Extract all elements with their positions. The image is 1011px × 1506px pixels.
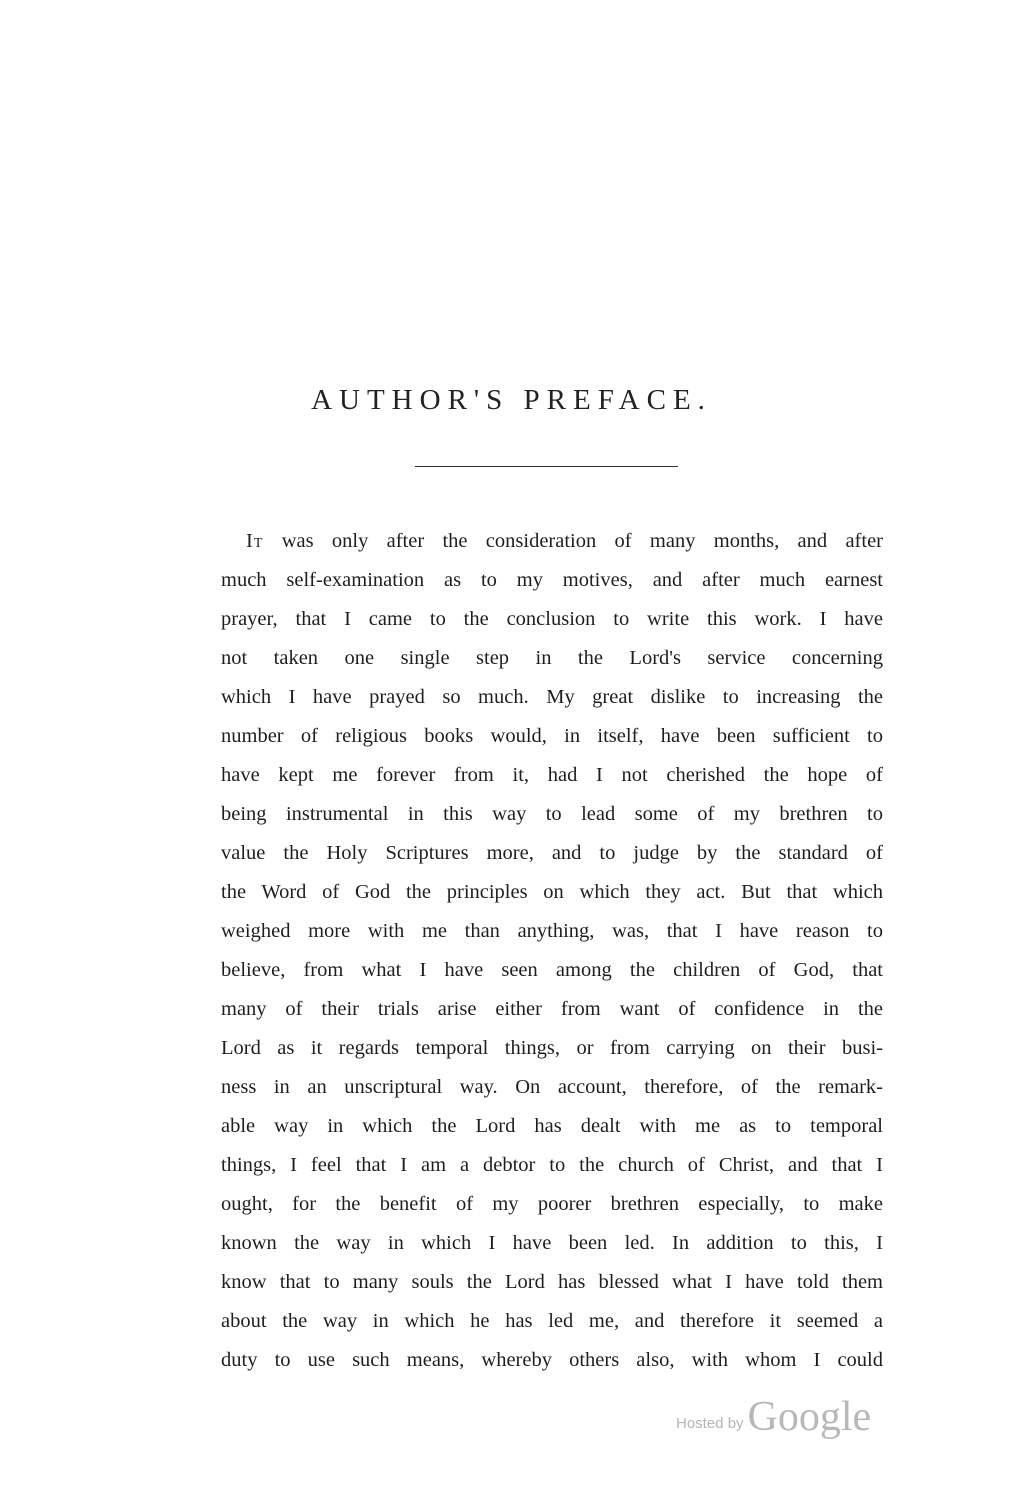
google-logo: Google <box>747 1394 872 1440</box>
hosted-by-label: Hosted by <box>676 1415 744 1432</box>
text-line: value the Holy Scriptures more, and to judge by the standard of <box>221 842 883 864</box>
text-line: know that to many souls the Lord has blessed what I have told them <box>221 1271 883 1293</box>
text-line: the Word of God the principles on which they act. But that which <box>221 881 883 903</box>
text-line: Lord as it regards temporal things, or from carrying on their busi- <box>221 1037 883 1059</box>
hosted-by-watermark <box>676 1392 886 1442</box>
page-title: AUTHOR'S PREFACE. <box>311 384 712 416</box>
text-line: about the way in which he has led me, and therefore it seemed a <box>221 1310 883 1332</box>
text-line: many of their trials arise either from want of confidence in the <box>221 998 883 1020</box>
text-line: weighed more with me than anything, was, that I have reason to <box>221 920 883 942</box>
text-line: known the way in which I have been led. In addition to this, I <box>221 1232 883 1254</box>
preface-body <box>221 522 883 1380</box>
text-line: duty to use such means, whereby others also, with whom I could <box>221 1349 883 1371</box>
text-line: being instrumental in this way to lead some of my brethren to <box>221 803 883 825</box>
text-line: believe, from what I have seen among the children of God, that <box>221 959 883 981</box>
text-line: prayer, that I came to the conclusion to write this work. I have <box>221 608 883 630</box>
text-line: not taken one single step in the Lord's service concerning <box>221 647 883 669</box>
text-line-1 <box>221 522 883 561</box>
text-line: things, I feel that I am a debtor to the church of Christ, and that I <box>221 1154 883 1176</box>
drop-first-word: It <box>246 530 264 552</box>
first-line-text: was only after the consideration of many months, and after <box>263 530 883 552</box>
text-line: able way in which the Lord has dealt with me as to temporal <box>221 1115 883 1137</box>
text-line: ness in an unscriptural way. On account, therefore, of the remark- <box>221 1076 883 1098</box>
text-line: have kept me forever from it, had I not cherished the hope of <box>221 764 883 786</box>
text-line: much self-examination as to my motives, and after much earnest <box>221 569 883 591</box>
title-divider <box>415 466 678 467</box>
text-line: number of religious books would, in itself, have been sufficient to <box>221 725 883 747</box>
text-line: ought, for the benefit of my poorer brethren especially, to make <box>221 1193 883 1215</box>
text-line: which I have prayed so much. My great dislike to increasing the <box>221 686 883 708</box>
